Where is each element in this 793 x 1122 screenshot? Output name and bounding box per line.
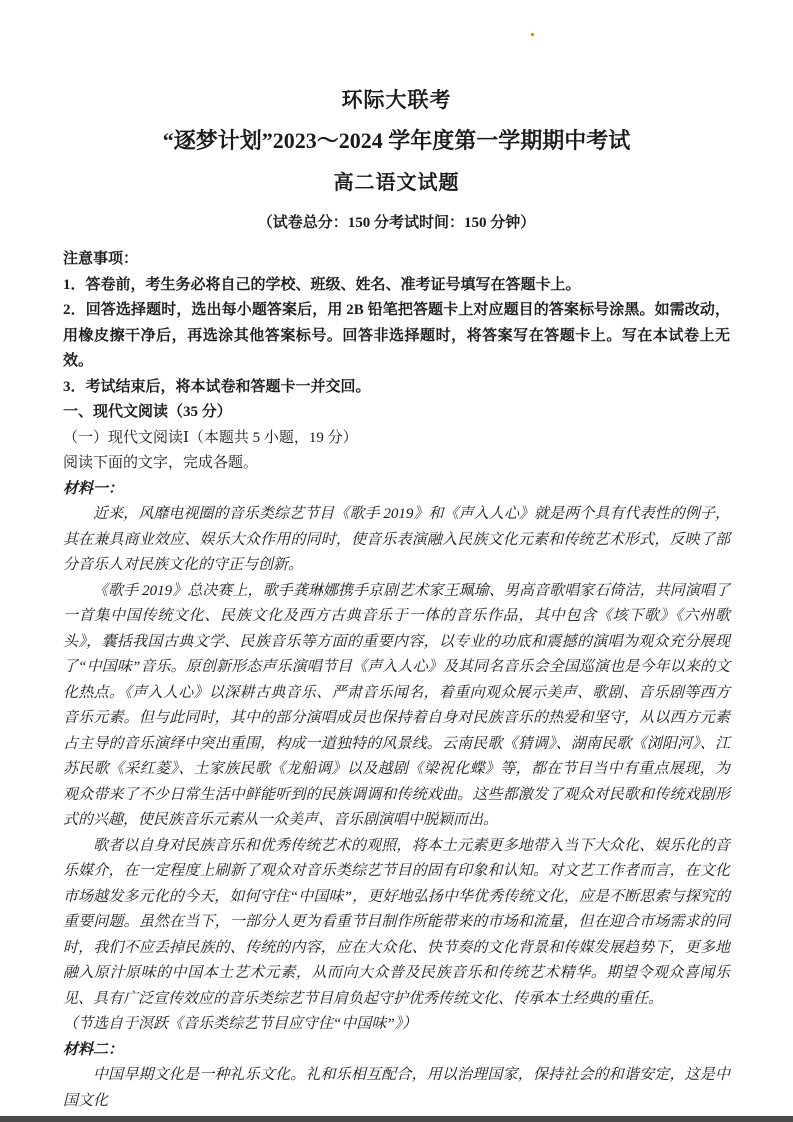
exam-session-title: “逐梦计划”2023～2024 学年度第一学期期中考试 [162, 128, 631, 153]
page-bottom-edge [0, 1116, 793, 1122]
section-one-subheading: （一）现代文阅读Ⅰ（本题共 5 小题，19 分） [63, 429, 358, 446]
section-one-heading: 一、现代文阅读（35 分） [63, 404, 232, 420]
reading-instruction: 阅读下面的文字，完成各题。 [63, 455, 259, 471]
material-one-paragraph-1: 近来，风靡电视圈的音乐类综艺节目《歌手 2019》和《声入人心》就是两个具有代表性的例子，其在兼具商业效应、娱乐大众作用的同时，使音乐表演融入民族文化元素和传统艺术形式，反映了部分音乐人对民族文化的守正与创新。 [63, 506, 730, 573]
paper-subject-title: 高二语文试题 [333, 172, 460, 194]
paper-header [0, 0, 793, 231]
exam-organizer-title: 环际大联考 [341, 88, 452, 112]
material-one-citation: （节选自于溟跃《音乐类综艺节目应守住“中国味”》） [63, 1016, 418, 1032]
score-duration-line: （试卷总分：150 分考试时间：150 分钟） [257, 215, 536, 231]
notice-item-2: 2．回答选择题时，选出每小题答案后，用 2B 铅笔把答题卡上对应题目的答案标号涂黑。如需改动，用橡皮擦干净后，再选涂其他答案标号。回答非选择题时，将答案写在答题卡上。写在本试卷上无效。 [63, 302, 730, 369]
material-one-paragraph-2: 《歌手 2019》总决赛上，歌手龚琳娜携手京剧艺术家王珮瑜、男高音歌唱家石倚洁，共同演唱了一首集中国传统文化、民族文化及西方古典音乐于一体的音乐作品，其中包含《垓下歌》《六州歌头》，囊括我国古典文学、民族音乐等方面的重要内容，以专业的功底和震撼的演唱为观众充分展现了“中国味”音乐。原创新形态声乐演唱节目《声入人心》及其同名音乐会全国巡演也是今年以来的文化热点。《声入人心》以深耕古典音乐、严肃音乐闻名，着重向观众展示美声、歌剧、音乐剧等西方音乐元素。但与此同时，其中的部分演唱成员也保持着自身对民族音乐的热爱和坚守，从以西方元素占主导的音乐演绎中突出重围，构成一道独特的风景线。云南民歌《猜调》、湖南民歌《浏阳河》、江苏民歌《采红菱》、土家族民歌《龙船调》以及越剧《梁祝化蝶》等，都在节目当中有重点展现，为观众带来了不少日常生活中鲜能听到的民族调调和传统戏曲。这些都激发了观众对民歌和传统戏剧形式的兴趣，使民族音乐元素从一众美声、音乐剧演唱中脱颖而出。 [63, 582, 730, 828]
notices-heading: 注意事项： [63, 251, 139, 267]
scan-artifact-dot [531, 33, 534, 36]
notice-item-3: 3．考试结束后，将本试卷和答题卡一并交回。 [63, 378, 371, 395]
material-one-paragraph-3: 歌者以自身对民族音乐和优秀传统艺术的观照，将本土元素更多地带入当下大众化、娱乐化的音乐媒介，在一定程度上刷新了观众对音乐类综艺节目的固有印象和认知。对文艺工作者而言，在文化市场越发多元化的今天，如何守住“中国味”，更好地弘扬中华优秀传统文化，应是不断思索与探究的重要问题。虽然在当下，一部分人更为看重节目制作所能带来的市场和流量，但在迎合市场需求的同时，我们不应丢掉民族的、传统的内容，应在大众化、快节奏的文化背景和传媒发展趋势下，更多地融入原汁原味的中国本土艺术元素，从而向大众普及民族音乐和传统艺术精华。期望令观众喜闻乐见、具有广泛宣传效应的音乐类综艺节目肩负起守护优秀传统文化、传承本土经典的重任。 [63, 837, 730, 1007]
paper-body [63, 247, 730, 1114]
notice-item-1: 1．答卷前，考生务必将自己的学校、班级、姓名、准考证号填写在答题卡上。 [63, 276, 581, 293]
material-two-label: 材料二： [63, 1041, 124, 1058]
material-two-paragraph-1: 中国早期文化是一种礼乐文化。礼和乐相互配合，用以治理国家，保持社会的和谐安定，这是中国文化 [63, 1067, 730, 1109]
material-one-label: 材料一： [63, 480, 124, 497]
